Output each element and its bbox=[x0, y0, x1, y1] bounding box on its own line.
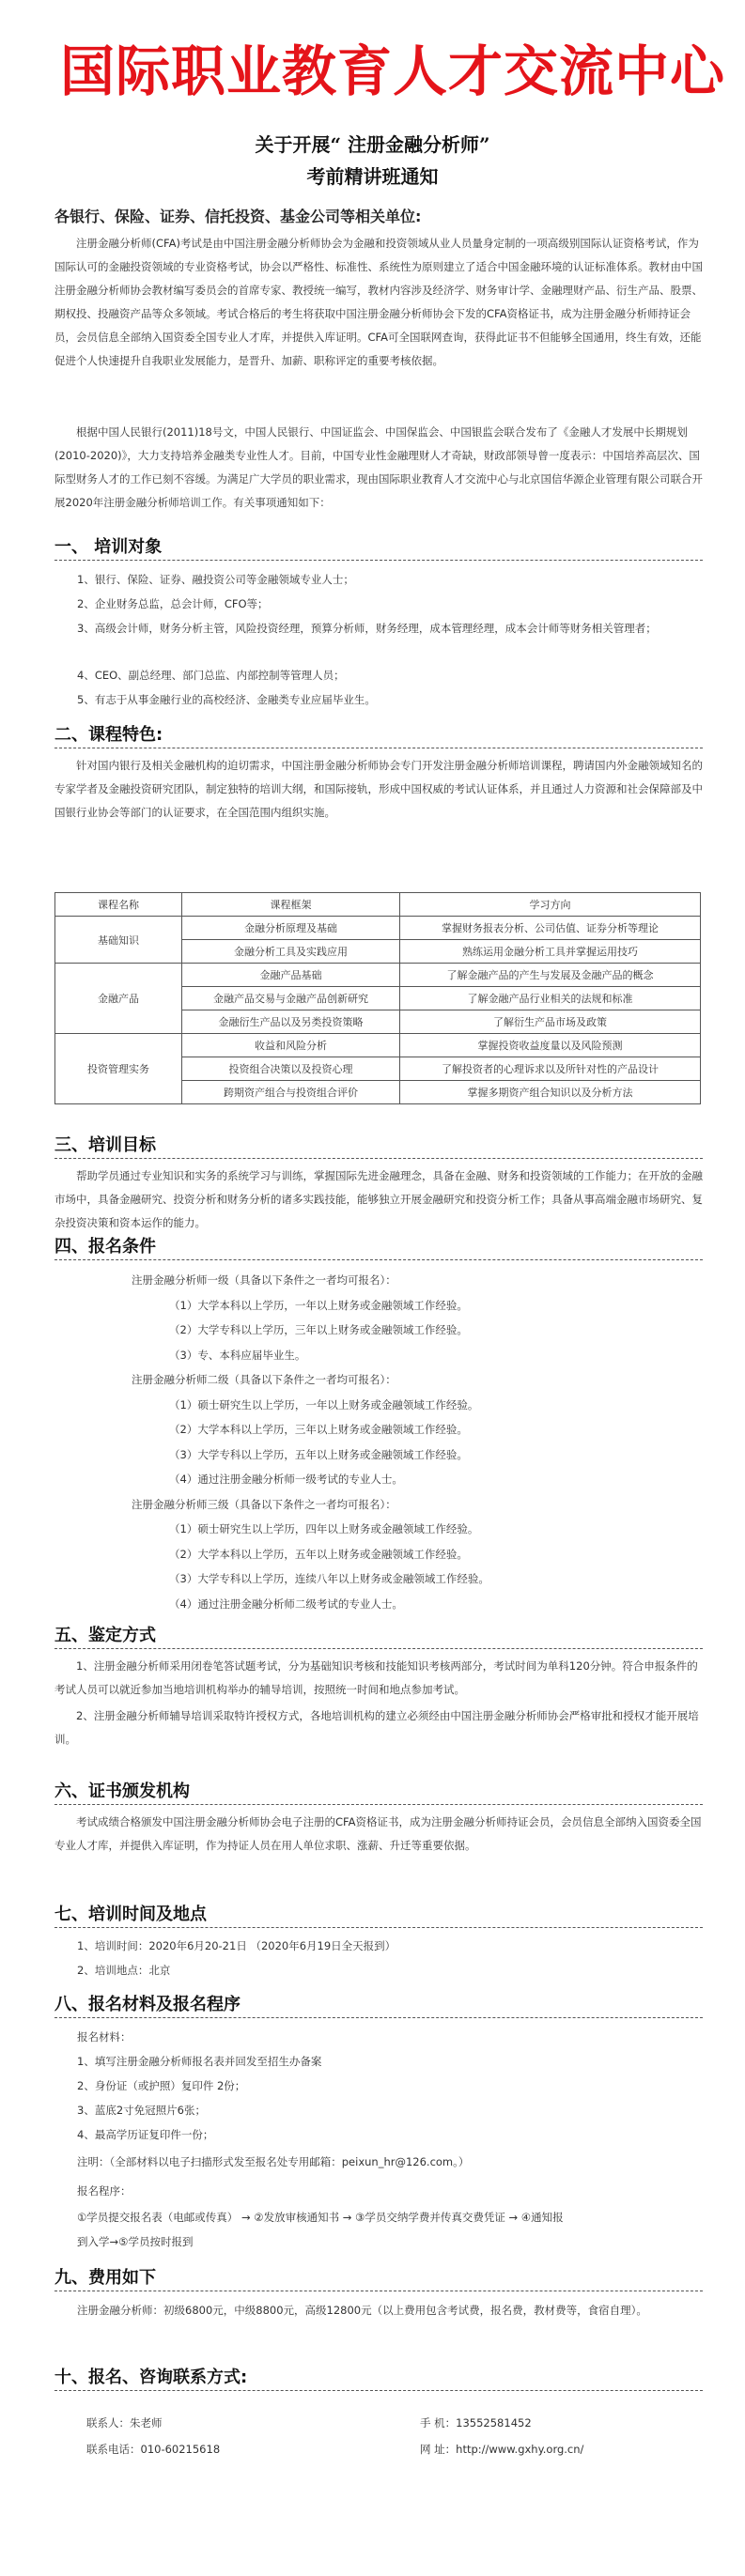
process-steps: 到入学→⑤学员按时报到 bbox=[77, 2235, 194, 2248]
table-row bbox=[55, 964, 701, 987]
intro-paragraph-1: 注册金融分析师(CFA)考试是由中国注册金融分析师协会为金融和投资领域从业人员量身定制的一项高级别国际认证资格考试，作为国际认可的金融投资领域的专业资格考试，协会以严格性、标准性、系统性为原则建立了适合中国金融环境的认证标准体系。教材由中国注册金融分析师协会教材编写委员会的首席专家、教授统一编写，教材内容涉及经济学、财务审计学、金融理财产品、衍生产品、股票、期权投、投融资产品等众多领域。考试合格后的考生将获取中国注册金融分析师协会下发的CFA资格证书，成为注册金融分析师持证会员，会员信息全部纳入国资委全国专业人才库，并提供入库证明。CFA可全国联网查询，获得此证书不但能够全国通用，终生有效，还能促进个人快速提升自我职业发展能力，是晋升、加薪、职称评定的重要考核依据。 bbox=[54, 237, 703, 367]
section-heading-schedule: 七、培训时间及地点 bbox=[54, 1905, 207, 1924]
course-direction: 了解衍生产品市场及政策 bbox=[400, 1010, 701, 1034]
section-divider bbox=[54, 1648, 703, 1649]
target-item: 3、高级会计师，财务分析主管，风险投资经理，预算分析师，财务经理，成本管理经理，成本会计师等财务相关管理者； bbox=[77, 622, 657, 635]
course-framework: 金融产品交易与金融产品创新研究 bbox=[182, 987, 400, 1010]
condition-item: （2）大学专科以上学历，三年以上财务或金融领域工作经验。 bbox=[169, 1323, 468, 1336]
table-header: 学习方向 bbox=[400, 893, 701, 917]
course-direction: 掌握多期资产组合知识以及分析方法 bbox=[400, 1081, 701, 1104]
course-direction: 熟练运用金融分析工具并掌握运用技巧 bbox=[400, 940, 701, 964]
process-steps: ①学员提交报名表（电邮或传真） → ②发放审核通知书 → ③学员交纳学费并传真交费凭证 → ④通知报 bbox=[77, 2211, 564, 2224]
materials-note: 注明：（全部材料以电子扫描形式发至报名处专用邮箱：peixun_hr@126.com。） bbox=[77, 2155, 470, 2168]
course-framework: 金融分析工具及实践应用 bbox=[182, 940, 400, 964]
schedule-item: 2、培训地点：北京 bbox=[77, 1964, 171, 1977]
material-item: 2、身份证（或护照）复印件 2份； bbox=[77, 2079, 246, 2092]
course-name: 金融产品 bbox=[55, 964, 182, 1034]
course-direction: 了解金融产品行业相关的法规和标准 bbox=[400, 987, 701, 1010]
schedule-item: 1、培训时间：2020年6月20-21日 （2020年6月19日全天报到） bbox=[77, 1939, 396, 1952]
section-heading-targets: 一、 培训对象 bbox=[54, 537, 163, 557]
section-divider bbox=[54, 2017, 703, 2018]
course-direction: 了解金融产品的产生与发展及金融产品的概念 bbox=[400, 964, 701, 987]
section-heading-fees: 九、费用如下 bbox=[54, 2268, 156, 2288]
material-item: 1、填写注册金融分析师报名表并回发至招生办备案 bbox=[77, 2055, 322, 2068]
condition-item: （4）通过注册金融分析师二级考试的专业人士。 bbox=[169, 1597, 403, 1611]
contact-website[interactable]: 网 址：http://www.gxhy.org.cn/ bbox=[420, 2443, 584, 2456]
goal-paragraph: 帮助学员通过专业知识和实务的系统学习与训练，掌握国际先进金融理念，具备在金融、财务和投资领域的工作能力；在开放的金融市场中，具备金融研究、投资分析和财务分析的诸多实践技能，能够独立开展金融研究和投资分析工作；具备从事高端金融市场研究、复杂投资决策和资本运作的能力。 bbox=[54, 1169, 703, 1229]
contact-person: 联系人：朱老师 bbox=[86, 2416, 163, 2429]
table-header: 课程名称 bbox=[55, 893, 182, 917]
condition-item: （2）大学本科以上学历，三年以上财务或金融领域工作经验。 bbox=[169, 1423, 468, 1436]
material-item: 3、蓝底2寸免冠照片6张； bbox=[77, 2104, 206, 2117]
condition-item: （1）硕士研究生以上学历，一年以上财务或金融领域工作经验。 bbox=[169, 1397, 479, 1411]
section-heading-course: 二、课程特色: bbox=[54, 725, 163, 745]
condition-item: （4）通过注册金融分析师一级考试的专业人士。 bbox=[169, 1473, 403, 1486]
contact-phone: 联系电话：010-60215618 bbox=[86, 2443, 221, 2456]
course-framework: 投资组合决策以及投资心理 bbox=[182, 1057, 400, 1081]
section-heading-materials: 八、报名材料及报名程序 bbox=[54, 1995, 241, 2014]
target-item: 4、CEO、副总经理、部门总监、内部控制等管理人员； bbox=[77, 669, 345, 682]
fees-text: 注册金融分析师：初级6800元，中级8800元，高级12800元（以上费用包含考试费，报名费，教材费等，食宿自理）。 bbox=[77, 2304, 647, 2317]
course-name: 投资管理实务 bbox=[55, 1034, 182, 1104]
conditions-list bbox=[54, 1268, 703, 1616]
condition-level-heading: 注册金融分析师一级（具备以下条件之一者均可报名）： bbox=[132, 1273, 396, 1287]
course-direction: 掌握投资收益度量以及风险预测 bbox=[400, 1034, 701, 1057]
certificate-paragraph: 考试成绩合格颁发中国注册金融分析师协会电子注册的CFA资格证书，成为注册金融分析师持证会员，会员信息全部纳入国资委全国专业人才库，并提供入库证明，作为持证人员在用人单位求职、涨薪、升迁等重要依据。 bbox=[54, 1815, 702, 1852]
materials-label: 报名材料： bbox=[77, 2030, 132, 2044]
condition-item: （1）硕士研究生以上学历，四年以上财务或金融领域工作经验。 bbox=[169, 1522, 479, 1535]
section-divider bbox=[54, 560, 703, 561]
intro-paragraph-2: 根据中国人民银行(2011)18号文，中国人民银行、中国证监会、中国保监会、中国银监会联合发布了《金融人才发展中长期规划(2010-2020)》，大力支持培养金融类专业性人才。目前，中国专业性金融理财人才奇缺，财政部领导曾一度表示：中国培养高层次、国际型财务人才的工作已刻不容缓。为满足广大学员的职业需求，现由国际职业教育人才交流中心与北京国信华源企业管理有限公司联合开展2020年注册金融分析师培训工作。有关事项通知如下： bbox=[54, 425, 703, 509]
section-divider bbox=[54, 2390, 703, 2391]
condition-item: （3）专、本科应届毕业生。 bbox=[169, 1348, 306, 1362]
notice-title-line2: 考前精讲班通知 bbox=[306, 165, 439, 188]
assessment-item: 2、注册金融分析师辅导培训采取特许授权方式，各地培训机构的建立必须经由中国注册金融分析师协会严格审批和授权才能开展培训。 bbox=[54, 1709, 699, 1746]
condition-item: （2）大学本科以上学历，五年以上财务或金融领域工作经验。 bbox=[169, 1547, 468, 1561]
target-item: 5、有志于从事金融行业的高校经济、金融类专业应届毕业生。 bbox=[77, 693, 376, 706]
notice-title-line1: 关于开展“ 注册金融分析师” bbox=[255, 133, 490, 156]
section-divider bbox=[54, 1804, 703, 1805]
course-table bbox=[54, 892, 701, 1104]
condition-level-heading: 注册金融分析师二级（具备以下条件之一者均可报名）： bbox=[132, 1373, 396, 1386]
process-label: 报名程序： bbox=[77, 2184, 132, 2198]
course-framework: 金融产品基础 bbox=[182, 964, 400, 987]
condition-item: （3）大学专科以上学历，五年以上财务或金融领域工作经验。 bbox=[169, 1447, 468, 1461]
course-framework: 跨期资产组合与投资组合评价 bbox=[182, 1081, 400, 1104]
course-intro: 针对国内银行及相关金融机构的迫切需求，中国注册金融分析师协会专门开发注册金融分析师培训课程，聘请国内外金融领域知名的专家学者及金融投资研究团队，制定独特的培训大纲，和国际接轨，形成中国权威的考试认证体系，并且通过人力资源和社会保障部及中国银行业协会等部门的认证要求，在全国范围内组织实施。 bbox=[54, 759, 703, 819]
org-banner: 国际职业教育人才交流中心 bbox=[60, 24, 685, 118]
contact-mobile: 手 机：13552581452 bbox=[420, 2416, 532, 2429]
assessment-item: 1、注册金融分析师采用闭卷笔答试题考试，分为基础知识考核和技能知识考核两部分，考试时间为单科120分钟。符合申报条件的考试人员可以就近参加当地培训机构举办的辅导培训，按照统一时间和地点参加考试。 bbox=[54, 1659, 698, 1696]
section-divider bbox=[54, 1158, 703, 1159]
material-item: 4、最高学历证复印件一份； bbox=[77, 2128, 214, 2141]
section-divider bbox=[54, 1927, 703, 1928]
course-direction: 掌握财务报表分析、公司估值、证券分析等理论 bbox=[400, 917, 701, 940]
table-header-row bbox=[55, 893, 701, 917]
section-heading-goal: 三、培训目标 bbox=[54, 1135, 156, 1155]
table-row bbox=[55, 1034, 701, 1057]
condition-item: （1）大学本科以上学历，一年以上财务或金融领域工作经验。 bbox=[169, 1298, 468, 1312]
section-heading-conditions: 四、报名条件 bbox=[54, 1237, 156, 1257]
condition-level-heading: 注册金融分析师三级（具备以下条件之一者均可报名）： bbox=[132, 1497, 396, 1511]
table-header: 课程框架 bbox=[182, 893, 400, 917]
addressee: 各银行、保险、证券、信托投资、基金公司等相关单位: bbox=[54, 208, 422, 225]
course-framework: 收益和风险分析 bbox=[182, 1034, 400, 1057]
table-row bbox=[55, 917, 701, 940]
section-heading-certificate: 六、证书颁发机构 bbox=[54, 1782, 190, 1801]
section-divider bbox=[54, 1259, 703, 1260]
course-framework: 金融衍生产品以及另类投资策略 bbox=[182, 1010, 400, 1034]
section-heading-contact: 十、报名、咨询联系方式: bbox=[54, 2368, 248, 2387]
target-item: 2、企业财务总监，总会计师，CFO等； bbox=[77, 597, 269, 610]
course-direction: 了解投资者的心理诉求以及所针对性的产品设计 bbox=[400, 1057, 701, 1081]
condition-item: （3）大学专科以上学历，连续八年以上财务或金融领域工作经验。 bbox=[169, 1572, 489, 1585]
target-item: 1、银行、保险、证券、融投资公司等金融领域专业人士； bbox=[77, 573, 354, 586]
course-framework: 金融分析原理及基础 bbox=[182, 917, 400, 940]
section-heading-assessment: 五、鉴定方式 bbox=[54, 1626, 156, 1645]
course-name: 基础知识 bbox=[55, 917, 182, 964]
